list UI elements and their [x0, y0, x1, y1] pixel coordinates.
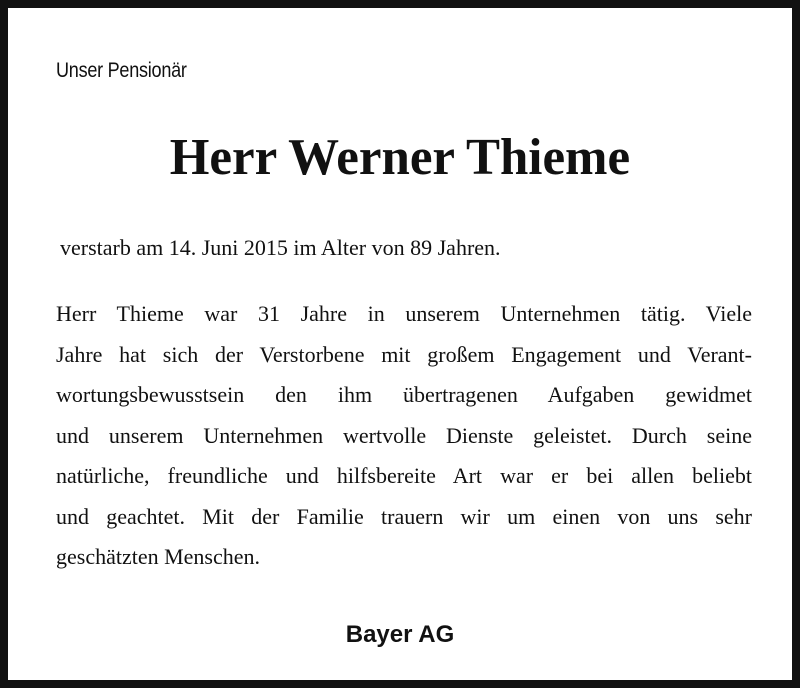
- tribute-line: wortungsbewusstsein den ihm übertragenen Aufgaben gewidmet: [56, 382, 752, 407]
- tribute-line: Herr Thieme war 31 Jahre in unserem Unternehmen tätig. Viele: [56, 301, 752, 326]
- deceased-name-text: Herr Werner Thieme: [169, 129, 631, 186]
- tribute-line: natürliche, freundliche und hilfsbereite Art war er bei allen beliebt: [56, 463, 752, 488]
- death-announcement: verstarb am 14. Juni 2015 im Alter von 89 Jahren.: [60, 235, 501, 260]
- tribute-line: und unserem Unternehmen wertvolle Dienste geleistet. Durch seine: [56, 422, 752, 448]
- tribute-line: geschätzten Menschen.: [56, 544, 261, 569]
- tribute-line: und geachtet. Mit der Familie trauern wir um einen von uns sehr: [56, 503, 752, 529]
- tribute-line: Jahre hat sich der Verstorbene mit großem Engagement und Verant-: [56, 341, 752, 367]
- company-signature: Bayer AG: [345, 621, 455, 648]
- deceased-name: [8, 126, 792, 190]
- tribute-paragraph: [56, 294, 752, 578]
- intro-label: Unser Pensionär: [56, 59, 187, 82]
